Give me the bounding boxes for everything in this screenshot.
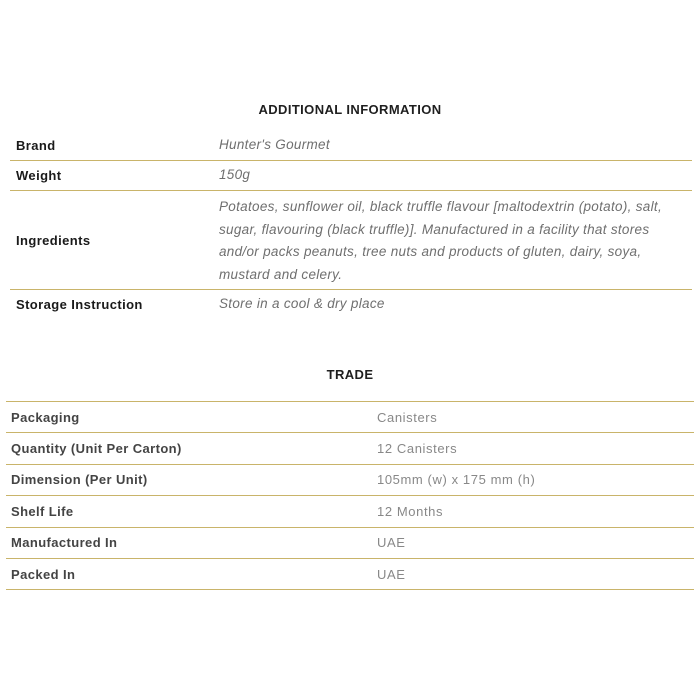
trade-heading: TRADE: [326, 367, 374, 382]
quantity-value: 12 Canisters: [377, 441, 458, 457]
trade-row-manufactured-in: [6, 528, 694, 559]
packaging-label: Packaging: [11, 409, 80, 425]
packed-in-label: Packed In: [11, 566, 76, 582]
ingredients-label: Ingredients: [16, 232, 91, 248]
info-row-storage: [10, 289, 692, 318]
trade-row-packed-in: [6, 559, 694, 590]
storage-label: Storage Instruction: [16, 296, 143, 312]
brand-value: Hunter's Gourmet: [219, 137, 330, 153]
storage-value: Store in a cool & dry place: [219, 295, 385, 311]
trade-row-dimension: [6, 465, 694, 496]
weight-value: 150g: [219, 167, 251, 183]
manufactured-in-label: Manufactured In: [11, 535, 118, 551]
additional-information-table: [10, 131, 692, 318]
quantity-label: Quantity (Unit Per Carton): [11, 441, 182, 457]
info-row-brand: [10, 131, 692, 160]
shelf-life-value: 12 Months: [377, 503, 444, 519]
trade-row-shelf-life: [6, 496, 694, 527]
info-row-weight: [10, 160, 692, 190]
shelf-life-label: Shelf Life: [11, 503, 74, 519]
ingredients-value: Potatoes, sunflower oil, black truffle flavour [maltodextrin (potato), salt, sugar, flavouring (black truffle)]. Manufactured in a facility that stores and/or packs peanuts, tree nuts and products of gluten, dairy, soya, mustard and celery.: [219, 199, 662, 282]
brand-label: Brand: [16, 138, 56, 153]
weight-label: Weight: [16, 168, 62, 183]
info-row-ingredients: [10, 190, 692, 289]
dimension-label: Dimension (Per Unit): [11, 472, 148, 488]
trade-row-quantity: [6, 433, 694, 464]
dimension-value: 105mm (w) x 175 mm (h): [377, 472, 536, 488]
packed-in-value: UAE: [377, 566, 406, 582]
manufactured-in-value: UAE: [377, 535, 406, 551]
additional-information-heading: ADDITIONAL INFORMATION: [258, 102, 442, 117]
trade-row-packaging: [6, 402, 694, 433]
packaging-value: Canisters: [377, 409, 438, 425]
trade-table: [6, 401, 694, 590]
